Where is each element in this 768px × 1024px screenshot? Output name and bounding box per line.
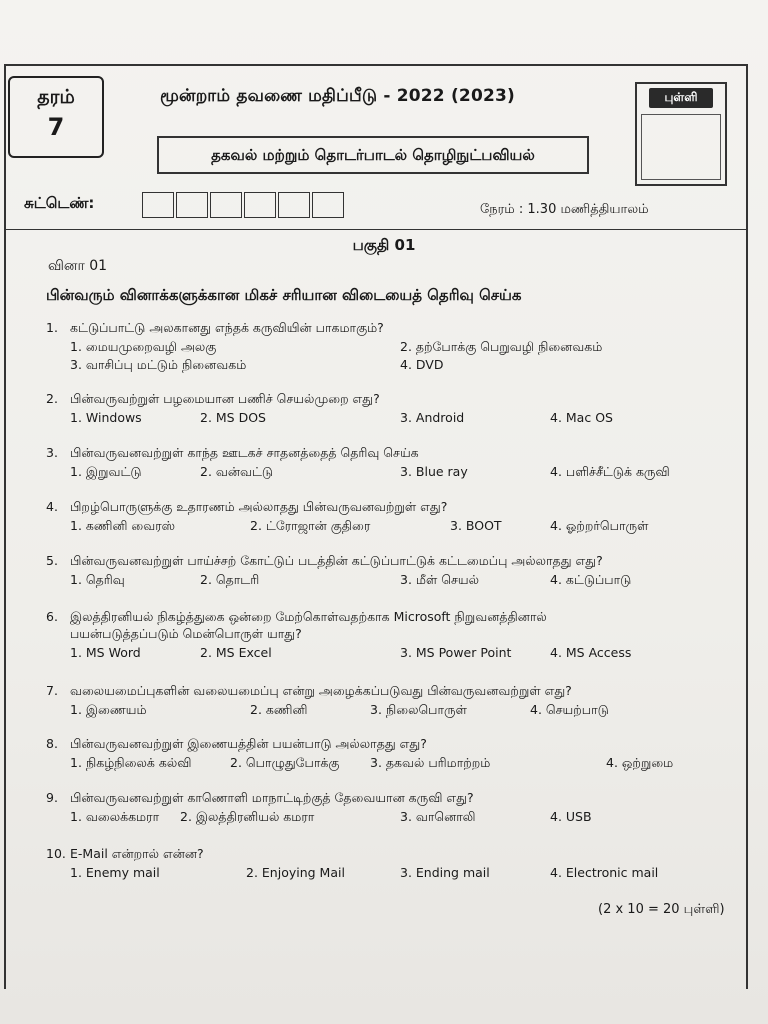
question-item [46,790,746,827]
question-item [46,553,746,590]
marks-box [635,82,727,186]
question-label: வினா 01 [48,258,108,274]
question-text: 8. பின்வருவனவற்றுள் இணையத்தின் பயன்பாடு அல்லாதது எது? [46,736,427,751]
option-1[interactable]: 1. தெரிவு [70,572,125,587]
option-3[interactable]: 3. வாசிப்பு மட்டும் நினைவகம் [70,357,247,372]
marks-entry-area[interactable] [641,114,721,180]
option-3[interactable]: 3. Ending mail [400,865,490,880]
option-2[interactable]: 2. இலத்திரனியல் கமரா [180,809,315,824]
index-number-boxes [142,192,344,218]
grade-value: 7 [47,113,65,141]
question-text: 1. கட்டுப்பாட்டு அலகானது எந்தக் கருவியின் பாகமாகும்? [46,320,384,335]
option-2[interactable]: 2. வன்வட்டு [200,464,274,479]
part-title: பகுதி 01 [352,236,416,254]
score-note: (2 x 10 = 20 புள்ளி) [598,902,725,917]
option-3[interactable]: 3. MS Power Point [400,645,512,660]
option-2[interactable]: 2. MS DOS [200,410,266,425]
subject-title: தகவல் மற்றும் தொடர்பாடல் தொழிநுட்பவியல் [157,136,589,174]
index-number-label: சுட்டெண்: [24,194,95,212]
index-digit-box[interactable] [210,192,242,218]
option-2[interactable]: 2. MS Excel [200,645,272,660]
option-3[interactable]: 3. BOOT [450,518,502,533]
option-1[interactable]: 1. கணினி வைரஸ் [70,518,176,533]
option-4[interactable]: 4. MS Access [550,645,632,660]
marks-label: புள்ளி [649,88,713,108]
exam-title: மூன்றாம் தவணை மதிப்பீடு - 2022 (2023) [160,86,516,106]
option-3[interactable]: 3. வானொலி [400,809,476,824]
question-item [46,445,746,482]
option-2[interactable]: 2. Enjoying Mail [246,865,345,880]
question-item [46,736,746,773]
option-4[interactable]: 4. ஓற்றர்பொருள் [550,518,649,533]
option-1[interactable]: 1. Windows [70,410,142,425]
option-1[interactable]: 1. இறுவட்டு [70,464,142,479]
index-digit-box[interactable] [312,192,344,218]
option-3[interactable]: 3. மீள் செயல் [400,572,479,587]
index-digit-box[interactable] [244,192,276,218]
option-4[interactable]: 4. USB [550,809,592,824]
option-2[interactable]: 2. ட்ரோஜான் குதிரை [250,518,371,533]
option-4[interactable]: 4. Electronic mail [550,865,659,880]
question-item [46,846,746,883]
question-text: 9. பின்வருவனவற்றுள் காணொளி மாநாட்டிற்குத் தேவையான கருவி எது? [46,790,474,805]
time-allowed: நேரம் : 1.30 மணித்தியாலம் [480,202,649,217]
index-digit-box[interactable] [142,192,174,218]
question-text: 7. வலையமைப்புகளின் வலையமைப்பு என்று அழைக்கப்படுவது பின்வருவனவற்றுள் எது? [46,683,572,698]
option-4[interactable]: 4. ஒற்றுமை [606,755,674,770]
option-2[interactable]: 2. தொடரி [200,572,260,587]
question-text: 4. பிறழ்பொருளுக்கு உதாரணம் அல்லாதது பின்வருவனவற்றுள் எது? [46,499,448,514]
option-3[interactable]: 3. Android [400,410,465,425]
option-1[interactable]: 1. இணையம் [70,702,147,717]
question-item [46,683,746,720]
index-digit-box[interactable] [176,192,208,218]
option-1[interactable]: 1. MS Word [70,645,141,660]
question-item [46,320,746,377]
option-2[interactable]: 2. கணினி [250,702,308,717]
question-item [46,391,746,428]
instruction: பின்வரும் வினாக்களுக்கான மிகச் சரியான விடையைத் தெரிவு செய்க [46,286,522,304]
question-text: 3. பின்வருவனவற்றுள் காந்த ஊடகச் சாதனத்தைத் தெரிவு செய்க [46,445,419,460]
option-3[interactable]: 3. தகவல் பரிமாற்றம் [370,755,491,770]
grade-box [8,76,104,158]
question-item [46,499,746,536]
grade-label: தரம் [37,86,75,108]
option-1[interactable]: 1. நிகழ்நிலைக் கல்வி [70,755,192,770]
option-4[interactable]: 4. பளிச்சீட்டுக் கருவி [550,464,670,479]
question-text-line-2: பயன்படுத்தப்படும் மென்பொருள் யாது? [70,626,302,641]
question-text: 5. பின்வருவனவற்றுள் பாய்ச்சற் கோட்டுப் படத்தின் கட்டுப்பாட்டுக் கட்டமைப்பு அல்லாதது எது? [46,553,603,568]
question-item [46,609,746,663]
header-divider [4,229,748,230]
option-4[interactable]: 4. கட்டுப்பாடு [550,572,632,587]
question-text: 10. E-Mail என்றால் என்ன? [46,846,204,861]
option-2[interactable]: 2. தற்போக்கு பெறுவழி நினைவகம் [400,339,603,354]
option-1[interactable]: 1. மையமுறைவழி அலகு [70,339,217,354]
index-digit-box[interactable] [278,192,310,218]
question-text: 2. பின்வருவற்றுள் பழமையான பணிச் செயல்முறை எது? [46,391,380,406]
option-4[interactable]: 4. DVD [400,357,444,372]
option-4[interactable]: 4. செயற்பாடு [530,702,609,717]
option-1[interactable]: 1. வலைக்கமரா [70,809,160,824]
question-text: 6. இலத்திரனியல் நிகழ்த்துகை ஒன்றை மேற்கொள்வதற்காக Microsoft நிறுவனத்தினால் [46,609,547,624]
option-3[interactable]: 3. நிலைபொருள் [370,702,467,717]
option-3[interactable]: 3. Blue ray [400,464,468,479]
option-2[interactable]: 2. பொழுதுபோக்கு [230,755,340,770]
option-1[interactable]: 1. Enemy mail [70,865,160,880]
option-4[interactable]: 4. Mac OS [550,410,613,425]
